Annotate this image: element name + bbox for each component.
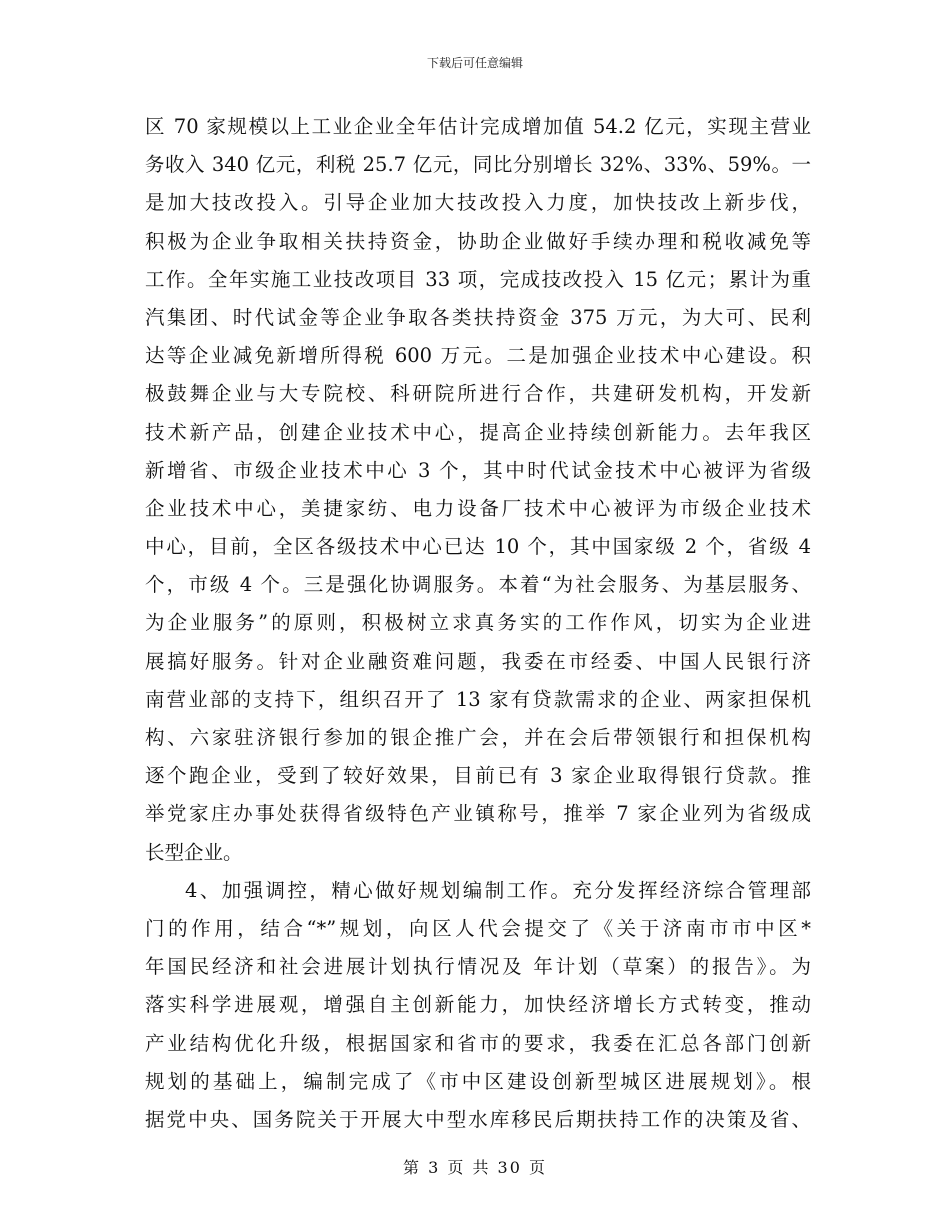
- body-line-2: 务收入 340 亿元，利税 25.7 亿元，同比分别增长 32%、33%、59%。一: [145, 153, 811, 177]
- body-line-11: 企业技术中心，美捷家纺、电力设备厂技术中心被评为市级企业技术: [145, 496, 811, 520]
- body-line-27: 据党中央、国务院关于开展大中型水库移民后期扶持工作的决策及省、: [145, 1107, 811, 1131]
- body-line-3: 是加大技改投入。引导企业加大技改投入力度，加快技改上新步伐，: [145, 191, 811, 215]
- body-line-16: 南营业部的支持下，组织召开了 13 家有贷款需求的企业、两家担保机: [145, 687, 811, 711]
- body-line-18: 逐个跑企业，受到了较好效果，目前已有 3 家企业取得银行贷款。推: [145, 764, 811, 788]
- body-line-23: 年国民经济和社会进展计划执行情况及 年计划（草案）的报告》。为: [145, 955, 811, 979]
- body-line-17: 构、六家驻济银行参加的银企推广会，并在会后带领银行和担保机构: [145, 726, 811, 749]
- body-line-25: 产业结构优化升级，根据国家和省市的要求，我委在汇总各部门创新: [145, 1031, 811, 1055]
- body-line-14: 为企业服务”的原则，积极树立求真务实的工作作风，切实为企业进: [145, 611, 811, 635]
- body-line-21: 4、加强调控，精心做好规划编制工作。充分发挥经济综合管理部: [185, 878, 811, 902]
- body-line-8: 极鼓舞企业与大专院校、科研院所进行合作，共建研发机构，开发新: [145, 382, 811, 406]
- body-line-9: 技术新产品，创建企业技术中心，提高企业持续创新能力。去年我区: [145, 420, 811, 444]
- body-line-7: 达等企业减免新增所得税 600 万元。二是加强企业技术中心建设。积: [145, 344, 811, 368]
- body-line-19: 举党家庄办事处获得省级特色产业镇称号，推举 7 家企业列为省级成: [145, 802, 811, 826]
- body-line-20: 长型企业。: [145, 840, 243, 864]
- body-line-13: 个，市级 4 个。三是强化协调服务。本着“为社会服务、为基层服务、: [145, 573, 811, 597]
- body-line-10: 新增省、市级企业技术中心 3 个，其中时代试金技术中心被评为省级: [145, 458, 811, 482]
- body-line-22: 门的作用，结合“*”规划，向区人代会提交了《关于济南市市中区*: [145, 916, 811, 940]
- body-line-12: 中心，目前，全区各级技术中心已达 10 个，其中国家级 2 个，省级 4: [145, 535, 811, 559]
- body-line-26: 规划的基础上，编制完成了《市中区建设创新型城区进展规划》。根: [145, 1069, 811, 1093]
- body-line-24: 落实科学进展观，增强自主创新能力，加快经济增长方式转变，推动: [145, 993, 811, 1017]
- body-line-15: 展搞好服务。针对企业融资难问题，我委在市经委、中国人民银行济: [145, 649, 811, 673]
- body-line-5: 工作。全年实施工业技改项目 33 项，完成技改投入 15 亿元；累计为重: [145, 267, 811, 291]
- page-header: 下载后可任意编辑: [426, 56, 523, 70]
- body-line-1: 区 70 家规模以上工业企业全年估计完成增加值 54.2 亿元，实现主营业: [145, 115, 811, 138]
- body-line-4: 积极为企业争取相关扶持资金，协助企业做好手续办理和税收减免等: [145, 229, 811, 253]
- body-line-6: 汽集团、时代试金等企业争取各类扶持资金 375 万元，为大可、民利: [145, 305, 811, 329]
- document-body: [145, 108, 811, 1139]
- page-footer: 第 3 页 共 30 页: [403, 1158, 547, 1177]
